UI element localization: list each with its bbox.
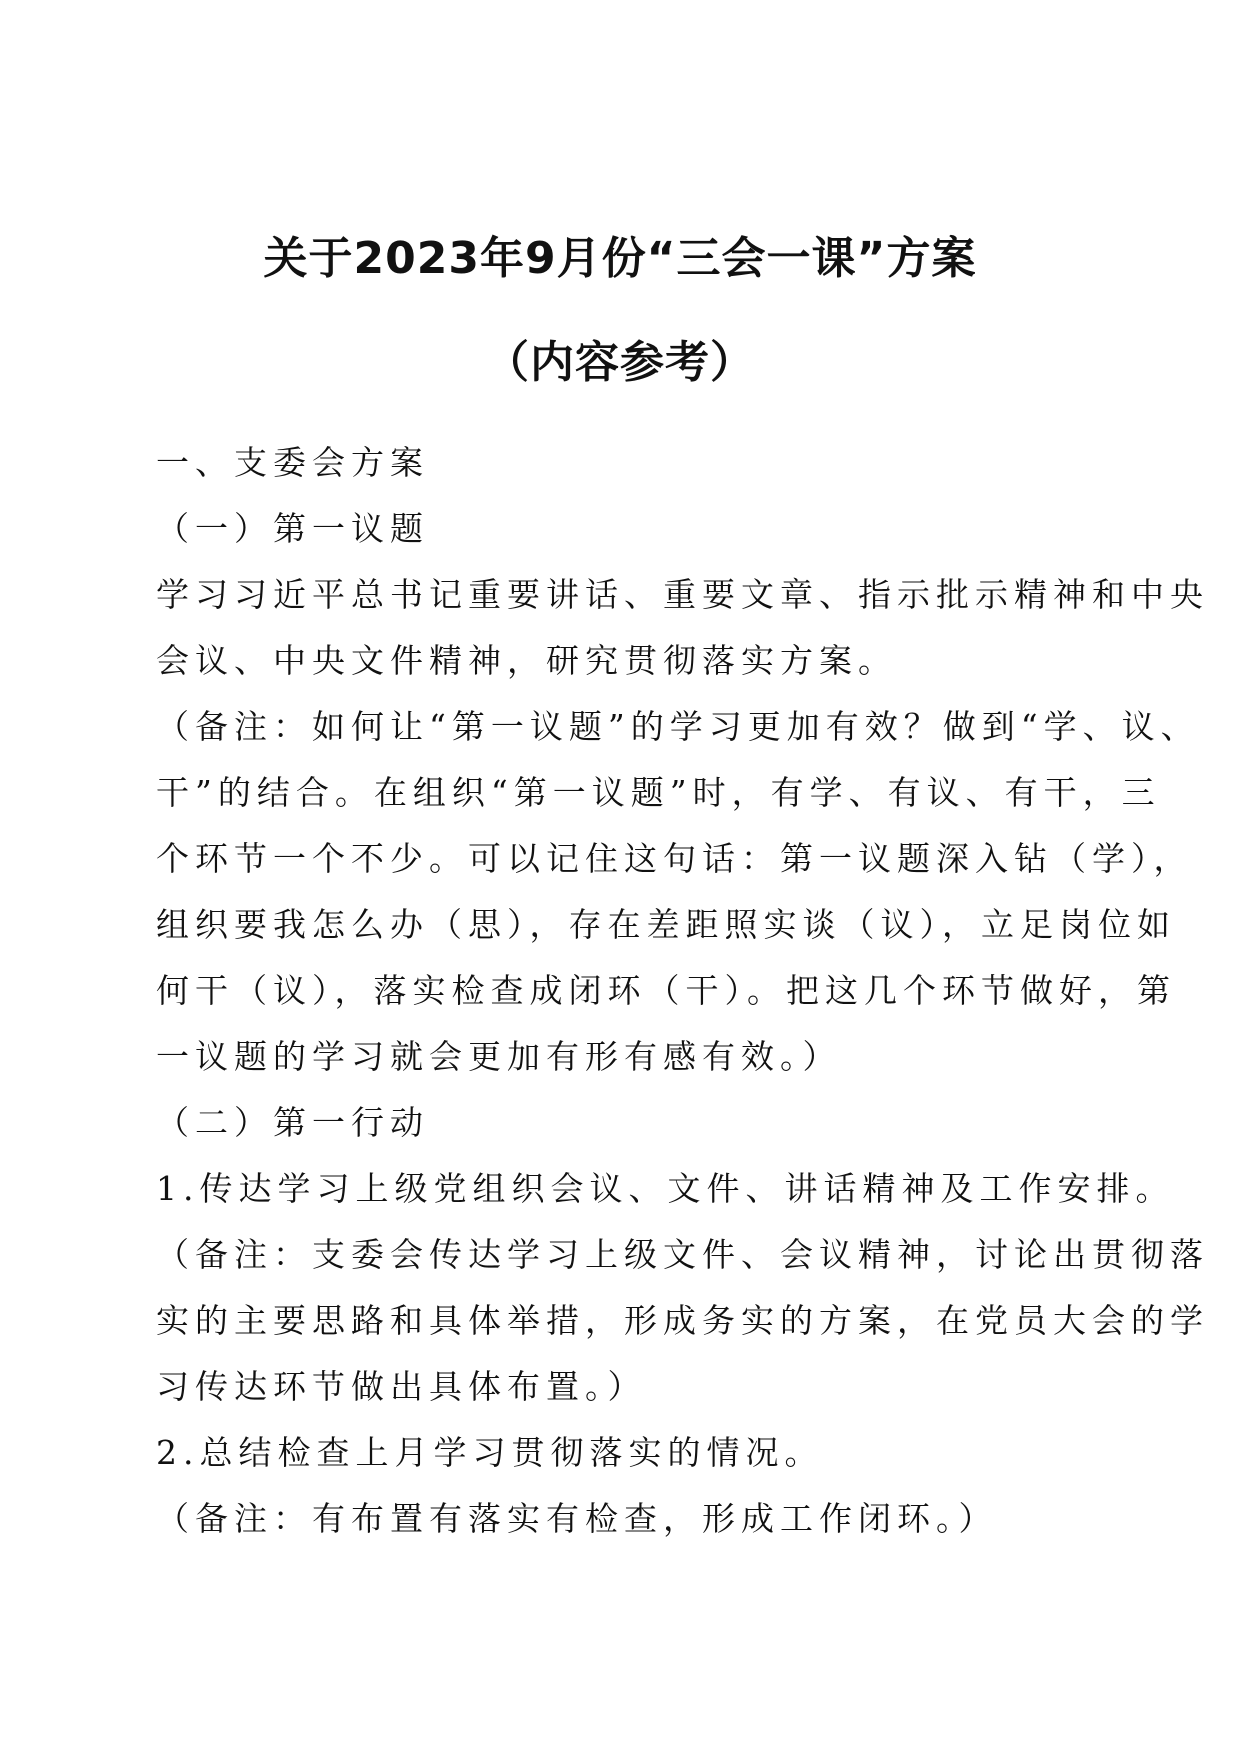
note-line: （备注：支委会传达学习上级文件、会议精神，讨论出贯彻落 (156, 1235, 1209, 1274)
subsection-heading: （二）第一行动 (156, 1103, 429, 1142)
note-line: 一议题的学习就会更加有形有感有效。） (156, 1037, 842, 1076)
paragraph-line: 学习习近平总书记重要讲话、重要文章、指示批示精神和中央 (156, 575, 1209, 614)
note-line: 个环节一个不少。可以记住这句话：第一议题深入钻（学）， (156, 839, 1193, 878)
document-subtitle: （内容参考） (485, 337, 755, 388)
list-item: 2.总结检查上月学习贯彻落实的情况。 (156, 1433, 824, 1472)
note-line: 何干（议），落实检查成闭环（干）。把这几个环节做好，第 (156, 971, 1176, 1010)
note-line: （备注：有布置有落实有检查，形成工作闭环。） (156, 1499, 998, 1538)
note-line: 习传达环节做出具体布置。） (156, 1367, 647, 1406)
note-line: 干”的结合。在组织“第一议题”时，有学、有议、有干，三 (156, 773, 1161, 812)
note-line: （备注：如何让“第一议题”的学习更加有效？做到“学、议、 (156, 707, 1200, 746)
note-line: 组织要我怎么办（思），存在差距照实谈（议），立足岗位如 (156, 905, 1176, 944)
document-title: 关于2023年9月份“三会一课”方案 (263, 233, 977, 284)
note-line: 实的主要思路和具体举措，形成务实的方案，在党员大会的学 (156, 1301, 1209, 1340)
subsection-heading: （一）第一议题 (156, 509, 429, 548)
document-body (156, 430, 1209, 1552)
section-heading: 一、支委会方案 (156, 443, 429, 482)
list-item: 1.传达学习上级党组织会议、文件、讲话精神及工作安排。 (156, 1169, 1175, 1208)
paragraph-line: 会议、中央文件精神，研究贯彻落实方案。 (156, 641, 897, 680)
